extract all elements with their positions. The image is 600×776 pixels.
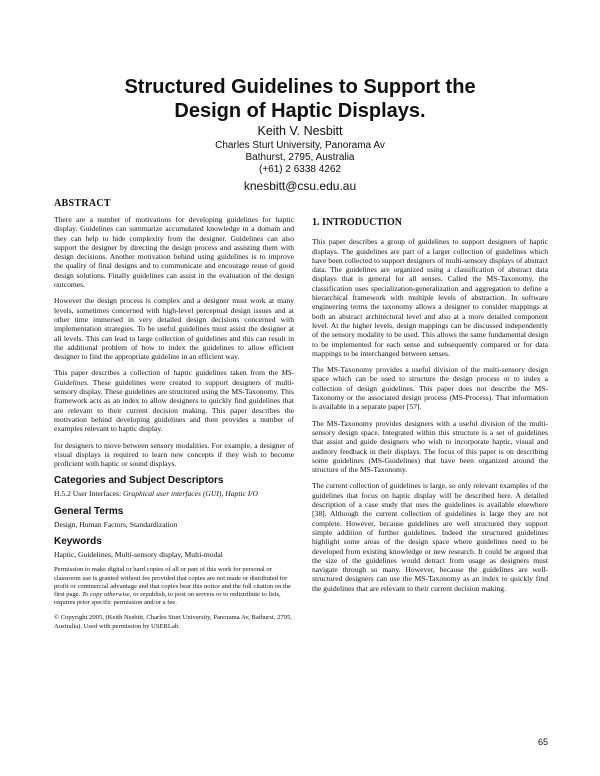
paper-title-line-2: Design of Haptic Displays. — [174, 100, 426, 122]
categories-plain: H.5.2 User Interfaces: — [54, 489, 123, 499]
introduction-paragraph-4: The current collection of guidelines is large, so only relevant examples of the guidelines that focus on haptic display will be described here. A detailed description of a case study that uses the guidelines is available elsewhere [38]. Although the current collection of guidelines is large they are not complete. However, because guidelines are well structured they support simple addition of further guidelines. Indeed the structured guidelines highlight some areas of the design space where guidelines need to be developed from existing knowledge or new research. It could be argued that the size of the guidelines would detract from usage as designers must navigate through so many. However, because the guidelines are well-structured designers can use the MS-Taxonomy as an index to quickly find the guidelines that are relevant to their current decision making. — [312, 481, 548, 593]
keywords-heading: Keywords — [54, 536, 102, 548]
abstract-paragraph-2: However the design process is complex and a designer must work at many levels, sometimes concerned with high-level perceptual design issues and at other time immersed in very detailed design decisions concerned with implementation strategies. To be useful guidelines must assist the designer at all levels. This can lead to large collection of guidelines and this can result in the additional problem of how to index the guidelines to allow efficient designer to find the appropriate guideline in an efficient way. — [54, 296, 294, 362]
author-email[interactable]: knesbitt@csu.edu.au — [243, 179, 357, 193]
abstract-paragraph-3 — [54, 368, 294, 433]
introduction-paragraph-1: This paper describes a group of guidelines to support designers of haptic displays. The guidelines are part of a larger collection of guidelines which have been collected to support designers of multi-sensory displays of abstract data. The guidelines are organized using a classification of abstract data displays that is general for all senses. Called the MS-Taxonomy, the classification uses specialization-generalization and aggregation to define a hierarchical framework with multiple levels of abstraction. In software engineering terms the taxonomy allows a designer to consider mappings at both an abstract architectural level and also at a more detailed component level. At the higher levels, design mappings can be discussed independently of the sensory modality to be used. This allows the same fundamental design to be implemented for each sense and subsequently compared or for data mappings to be interchanged between senses. — [312, 237, 548, 358]
abstract-paragraph-1: There are a number of motivations for developing guidelines for haptic display. Guidelines can summarize accumulated knowledge in a domain and they can help to hide complexity from the designer. Guidelines can also support the designer by directing the design process and assisting them with design decisions. Another motivation behind using guidelines is to improve the quality of final designs and to communicate and encourage reuse of good design solutions. Finally guidelines can assist in the evaluation of the design outcomes. — [54, 215, 294, 290]
author-name: Keith V. Nesbitt — [257, 124, 343, 138]
abstract-p3-start: This paper describes a collection of haptic guidelines taken from the — [54, 368, 282, 378]
permission-italic: To copy otherwise — [82, 590, 130, 598]
abstract-p3-end: . These guidelines were created to support designers of multi-sensory display. These guidelines are structured using the MS-Taxonomy. This framework acts as an index to allow designers to quickly find guidelines that are relevant to their current decision making. This paper describes the motivation behind developing guidelines and then provides a number of examples relevant to haptic display. — [54, 377, 294, 434]
permission-notice — [54, 566, 294, 607]
abstract-heading: ABSTRACT — [54, 198, 111, 209]
page-number: 65 — [537, 737, 548, 747]
introduction-heading: 1. INTRODUCTION — [312, 217, 403, 228]
paper-title-line-1: Structured Guidelines to Support the — [124, 76, 476, 98]
general-terms-text: Design, Human Factors, Standardization — [54, 519, 178, 529]
left-column — [54, 198, 294, 638]
copyright-notice: © Copyright 2005, (Keith Nesbitt, Charles Sturt University, Panorama Av, Bathurst, 2795, Australia). Used with permission by USERLab. — [54, 614, 292, 630]
categories-heading: Categories and Subject Descriptors — [54, 475, 224, 487]
categories-text — [54, 489, 294, 498]
abstract-p3-italic: MS-Guidelines — [54, 368, 294, 387]
permission-start: Permission to make digital or hard copies of all or part of this work for personal or classroom use is granted without fee provided that copies are not made or distributed for profit or commercial advantage and that copies bear this notice and the full citation on the first page. — [54, 566, 292, 598]
keywords-text: Haptic, Guidelines, Multi-sensory display, Multi-modal — [54, 550, 223, 560]
introduction-paragraph-3: The MS-Taxonomy provides designers with a useful division of the multi-sensory design space. Integrated within this structure is a set of guidelines that assist and guide designers who wish to incorporate haptic, visual and auditory feedback in their displays. The focus of this paper is on describing some guidelines (MS-Guidelines) that have been organized around the structure of the MS-Taxonomy. — [312, 418, 548, 475]
categories-italic: Graphical user interfaces (GUI), Haptic I/O — [122, 489, 258, 499]
abstract-paragraph-4: for designers to move between sensory modalities. For example, a designer of visual displays is required to learn new concepts if they wish to become proficient with haptic or sound displays. — [54, 440, 294, 469]
affiliation-phone: (+61) 2 6338 4262 — [258, 164, 341, 175]
general-terms-heading: General Terms — [54, 505, 124, 517]
permission-end: , or republish, to post on servers or to redistribute to lists, requires prior specific permission and/or a fee. — [54, 590, 281, 607]
introduction-paragraph-2: The MS-Taxonomy provides a useful division of the multi-sensory design space which can be used to structure the design process or to index a collection of design guidelines. This paper does not describe the MS-Taxonomy or the associated design process (MS-Process). That information is available in a separate paper [57]. — [312, 365, 548, 412]
right-column — [312, 218, 548, 600]
affiliation-line-1: Charles Sturt University, Panorama Av — [215, 140, 385, 151]
affiliation-line-2: Bathurst, 2795, Australia — [245, 152, 355, 163]
